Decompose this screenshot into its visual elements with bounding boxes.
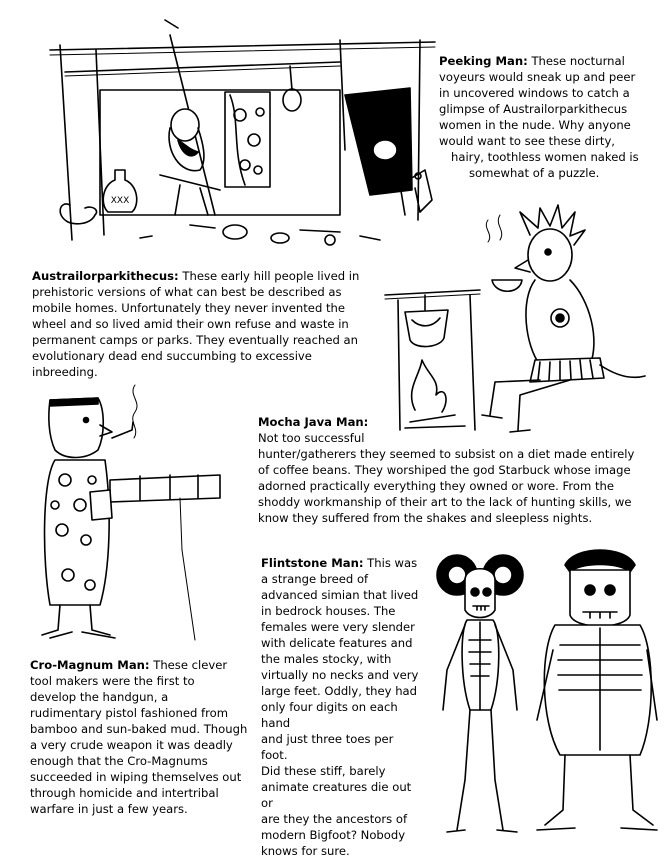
text-line: voyeurs would sneak up and peer [439,70,636,84]
austrailorparkithecus-title: Austrailorparkithecus: [32,269,179,283]
text-line: tool makers were the first to [30,674,195,688]
text-line: glimpse of Austrailorparkithecus [439,102,628,116]
peeking-man-text [439,53,659,181]
text-line: in bedrock houses. The [261,604,396,618]
text-line: mobile homes. Unfortunately they never invented the [32,301,346,315]
mocha-java-man-title: Mocha Java Man: [258,415,369,429]
text-line: hairy, toothless women naked is [451,150,639,164]
text-line: animate creatures die out or [261,780,412,810]
text-line: Did these stiff, barely [261,764,386,778]
text-line: the males stocky, with [261,652,392,666]
mocha-java-man-illustration [370,200,655,440]
text-line: These clever [153,658,228,672]
text-line: knows for sure. [261,844,350,858]
text-line: evolutionary dead end succumbing to excessive inbreeding. [32,349,312,379]
text-line: This was [367,556,418,570]
cro-magnum-man-title: Cro-Magnum Man: [30,658,150,672]
text-line: adorned practically everything they owned or wore. From the [258,479,614,493]
flintstone-man-title: Flintstone Man: [261,556,364,570]
text-line: women in the nude. Why anyone [439,118,631,132]
austrailorparkithecus-text [32,268,372,380]
text-line: These early hill people lived in [182,269,360,283]
text-line: These nocturnal [531,54,625,68]
text-line: and just three toes per foot. [261,732,394,762]
text-line: advanced simian that lived [261,588,419,602]
text-line: a strange breed of [261,572,369,586]
text-line: succeeded in wiping themselves out [30,770,242,784]
text-line: somewhat of a puzzle. [469,166,600,180]
text-line: are they the ancestors of [261,812,408,826]
text-line: females were very slender [261,620,415,634]
text-line: warfare in just a few years. [30,802,188,816]
text-line: wheel and so lived amid their own refuse and waste in [32,317,349,331]
text-line: only four digits on each hand [261,700,398,730]
peeking-man-title: Peeking Man: [439,54,528,68]
text-line: shoddy workmanship of their art to the lack of hunting skills, we [258,495,632,509]
text-line: hunter/gatherers they seemed to subsist on a diet made entirely [258,447,635,461]
text-line: would want to see these dirty, [439,134,615,148]
text-line: a very crude weapon it was deadly [30,738,233,752]
cro-magnum-man-text [30,657,260,817]
text-line: prehistoric versions of what can best be described as [32,285,342,299]
text-line: with delicate features and [261,636,413,650]
text-line: Not too successful [258,431,365,445]
text-line: know they suffered from the shakes and sleepless nights. [258,511,593,525]
text-line: enough that the Cro-Magnums [30,754,208,768]
text-line: through homicide and intertribal [30,786,219,800]
text-line: develop the handgun, a [30,690,169,704]
text-line: of coffee beans. They worshiped the god Starbuck whose image [258,463,631,477]
text-line: modern Bigfoot? Nobody [261,828,406,842]
text-line: rudimentary pistol fashioned from [30,706,228,720]
text-line: large feet. Oddly, they had [261,684,418,698]
text-line: permanent camps or parks. They eventually reached an [32,333,358,347]
text-line: bamboo and sun-baked mud. Though [30,722,248,736]
text-line: in uncovered windows to catch a [439,86,630,100]
flintstone-man-text [261,555,421,859]
flintstone-skeletons-illustration [425,540,660,840]
jug-label: XXX [110,196,130,206]
mocha-java-man-text [258,414,660,526]
cro-magnum-man-illustration [20,380,260,645]
text-line: virtually no necks and very [261,668,419,682]
